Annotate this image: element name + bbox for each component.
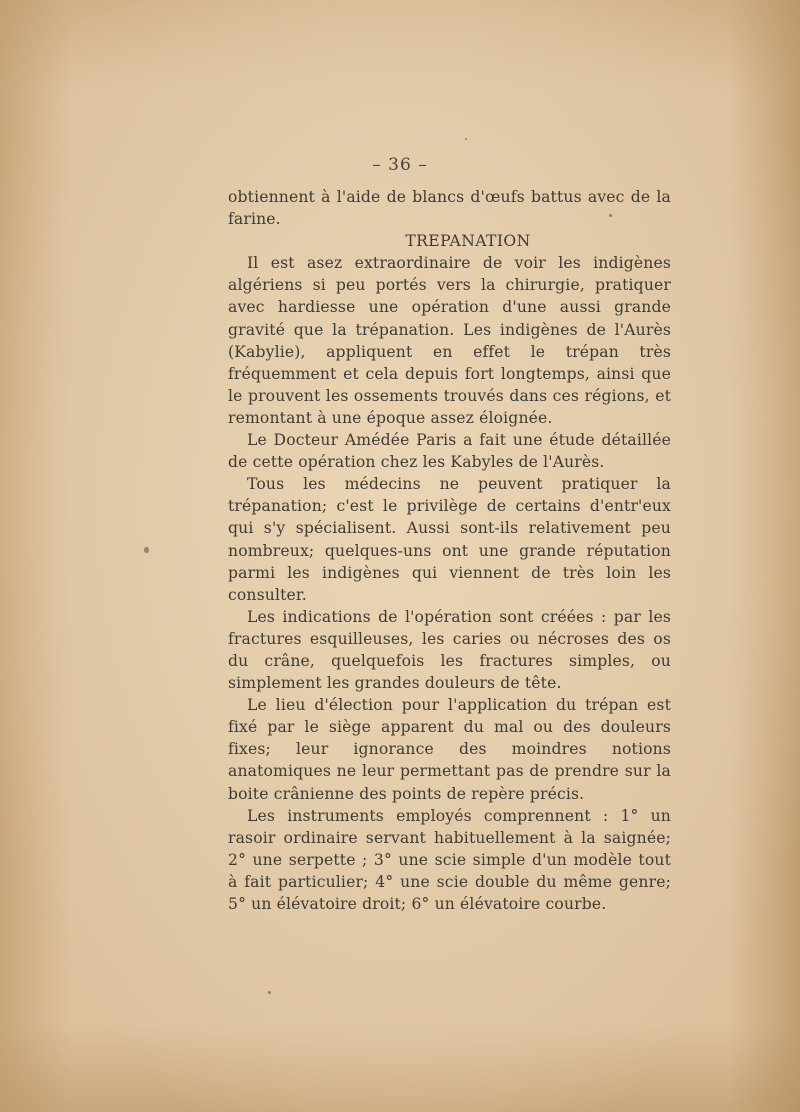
paragraph-paris-study: Le Docteur Amédée Paris a fait une étude détaillée de cette opération chez les Kabyles de l'Aurès. bbox=[228, 431, 671, 472]
paper-speck bbox=[609, 214, 612, 217]
paragraph-indications: Les indications de l'opération sont créées : par les fractures esquilleuses, les caries ou nécroses des os du crâne, quelquefois les fractures simples, ou simplement les grandes douleurs de tête. bbox=[228, 607, 671, 693]
section-title: TREPANATION bbox=[405, 232, 531, 251]
paper-speck bbox=[268, 991, 271, 994]
paragraph-site-selection: Le lieu d'élection pour l'application du trépan est fixé par le siège apparent du mal ou des douleurs fixes; leur ignorance des moindres notions anatomiques ne leur permettant pas de prendre sur la boite crânienne des points de repère précis. bbox=[228, 696, 671, 803]
paper-speck bbox=[144, 547, 149, 553]
page-number: – 36 – bbox=[372, 155, 428, 175]
opening-paragraph: obtiennent à l'aide de blancs d'œufs battus avec de la farine. bbox=[228, 188, 671, 229]
paragraph-intro: Il est asez extraordinaire de voir les indigènes algériens si peu portés vers la chirurgie, pratiquer avec hardiesse une opération d'une aussi grande gravité que la trépanation. Les indigènes de l'Aurès (Kabylie), appliquent en effet le trépan très fréquemment et cela depuis fort longtemps, ainsi que le prouvent les ossements trouvés dans ces régions, et remontant à une époque assez éloignée. bbox=[228, 254, 671, 427]
paragraph-instruments: Les instruments employés comprennent : 1° un rasoir ordinaire servant habituellement à la saignée; 2° une serpette ; 3° une scie simple d'un modèle tout à fait particulier; 4° une scie double du même genre; 5° un élévatoire droit; 6° un élévatoire courbe. bbox=[228, 806, 671, 913]
paragraph-practitioners: Tous les médecins ne peuvent pratiquer la trépanation; c'est le privilège de certains d'entr'eux qui s'y spécialisent. Aussi sont-ils relativement peu nombreux; quelques-uns ont une grande réputation parmi les indigènes qui viennent de très loin les consulter. bbox=[228, 475, 671, 604]
paper-speck bbox=[465, 138, 467, 140]
body-text bbox=[228, 186, 671, 915]
